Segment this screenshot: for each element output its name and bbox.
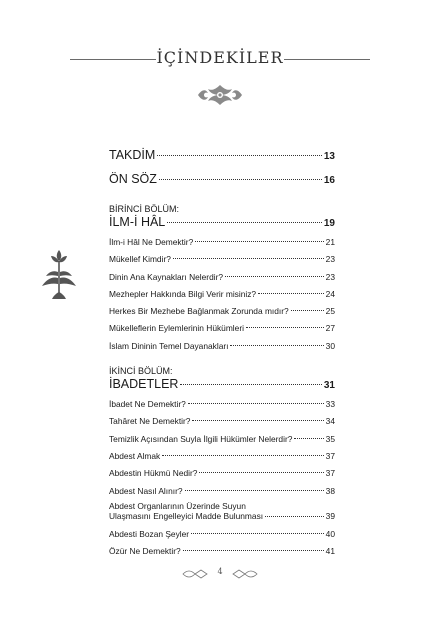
toc-entry[interactable]: Mezhepler Hakkında Bilgi Verir misiniz? 24 [109,288,335,299]
leader-dots [191,533,324,534]
toc-entry[interactable]: İbadet Ne Demektir? 33 [109,399,335,410]
leader-dots [188,403,324,404]
toc-entry[interactable]: İslam Dininin Temel Dayanakları 30 [109,340,335,351]
leader-dots [157,155,322,156]
toc-entry[interactable]: Temizlik Açısından Suyla İlgili Hükümler Nelerdir? 35 [109,433,335,444]
leader-dots [185,490,324,491]
leader-dots [225,276,324,277]
table-of-contents [109,148,335,561]
section-heading-ibadetler[interactable]: İBADETLER 31 [109,377,335,392]
toc-entry[interactable]: İlm-i Hâl Ne Demektir? 21 [109,237,335,247]
page-title: İÇİNDEKİLER [156,48,284,67]
leader-dots [192,420,323,421]
section-label: İKİNCİ BÖLÜM: [109,366,173,377]
leader-dots [167,222,322,223]
leader-dots [265,516,324,517]
page-number: 4 [217,567,223,576]
toc-entry-multiline[interactable]: Abdest Organlarının Üzerinde Suyun Ulaşmasını Engelleyici Madde Bulunması 39 [109,500,335,522]
leader-dots [291,310,324,311]
toc-entry[interactable]: Tahâret Ne Demektir? 34 [109,416,335,427]
title-rule-right [284,59,370,60]
ornament-icon [196,83,244,107]
leader-dots [162,455,323,456]
toc-entry[interactable]: Herkes Bir Mezhebe Bağlanmak Zorunda mıdır? 25 [109,306,335,317]
toc-entry[interactable]: Mükelleflerin Eylemlerinin Hükümleri 27 [109,323,335,334]
leader-dots [180,384,321,385]
toc-entry-takdim[interactable]: TAKDİM 13 [109,148,335,162]
toc-entry[interactable]: Abdest Nasıl Alınır? 38 [109,485,335,496]
toc-entry[interactable]: Abdest Almak 37 [109,450,335,461]
section-heading-ilmihal[interactable]: İLM-İ HÂL 19 [109,215,335,229]
section-label: BİRİNCİ BÖLÜM: [109,204,180,214]
leader-dots [195,241,323,242]
page-header [70,48,370,68]
toc-entry[interactable]: Abdesti Bozan Şeyler 40 [109,528,335,539]
toc-entry[interactable]: Abdestin Hükmü Nedir? 37 [109,468,335,479]
toc-entry[interactable]: Dinin Ana Kaynakları Nelerdir? 23 [109,271,335,282]
leader-dots [159,179,322,180]
flower-icon [40,248,78,300]
leader-dots [230,345,323,346]
leader-dots [294,438,323,439]
leader-dots [173,258,324,259]
leader-dots [183,550,324,551]
toc-entry[interactable]: Özür Ne Demektir? 41 [109,546,335,557]
leader-dots [199,472,323,473]
page-footer [175,567,265,581]
leader-dots [246,327,324,328]
leader-dots [258,293,324,294]
toc-entry[interactable]: Mükellef Kimdir? 23 [109,254,335,265]
toc-entry-on-soz[interactable]: ÖN SÖZ 16 [109,172,335,186]
